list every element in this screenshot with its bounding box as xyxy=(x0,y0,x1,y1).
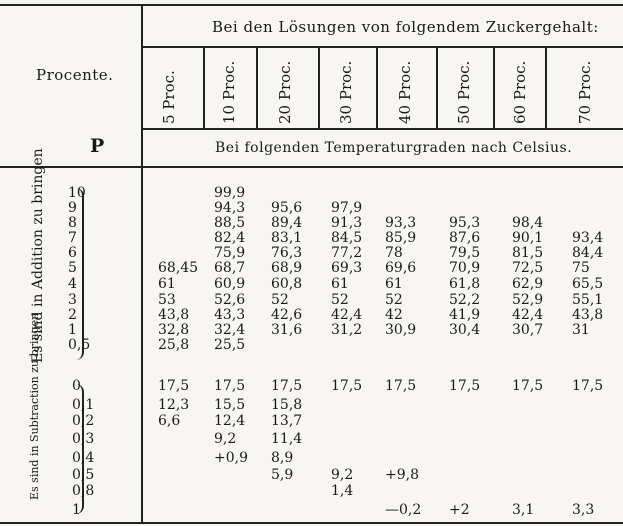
table-cell: 17,5 xyxy=(572,378,604,394)
table-cell: 61 xyxy=(158,276,176,292)
temperature-caption: Bei folgenden Temperaturgraden nach Celsius. xyxy=(215,140,573,156)
table-cell: +9,8 xyxy=(385,467,419,483)
procent-value: 5 xyxy=(68,260,77,276)
table-cell: 52 xyxy=(385,292,403,308)
table-cell: 62,9 xyxy=(512,276,544,292)
sugar-content-caption: Bei den Lösungen von folgendem Zuckergehalt: xyxy=(212,18,599,36)
table-cell: 9,2 xyxy=(331,467,354,483)
label-divider xyxy=(141,4,143,524)
table-cell: 68,9 xyxy=(271,260,303,276)
table-cell: 60,9 xyxy=(214,276,246,292)
procent-value: 0,5 xyxy=(72,467,95,483)
procent-value: 0,3 xyxy=(72,431,95,447)
table-cell: 88,5 xyxy=(214,215,246,231)
table-cell: 30,7 xyxy=(512,322,544,338)
table-bottom-rule xyxy=(0,522,623,524)
table-cell: 12,3 xyxy=(158,397,190,413)
header-bottom-rule xyxy=(0,166,623,168)
table-cell: 8,9 xyxy=(271,450,294,466)
table-cell: 85,9 xyxy=(385,230,417,246)
table-cell: 43,8 xyxy=(572,307,604,323)
table-cell: 6,6 xyxy=(158,413,181,429)
table-cell: 61 xyxy=(385,276,403,292)
col-divider xyxy=(318,46,320,128)
procent-value: 3 xyxy=(68,292,77,308)
col-divider xyxy=(203,46,205,128)
table-cell: 75 xyxy=(572,260,590,276)
procent-value: 10 xyxy=(68,185,86,201)
table-cell: 98,4 xyxy=(512,215,544,231)
table-cell: 79,5 xyxy=(449,245,481,261)
procent-value: 0 xyxy=(72,378,81,394)
table-cell: 78 xyxy=(385,245,403,261)
procent-value: 1 xyxy=(68,322,77,338)
table-cell: 82,4 xyxy=(214,230,246,246)
procent-value: 7 xyxy=(68,230,77,246)
table-cell: 43,8 xyxy=(158,307,190,323)
table-cell: 61,8 xyxy=(449,276,481,292)
col-divider xyxy=(436,46,438,128)
procent-value: 6 xyxy=(68,245,77,261)
col-head-40: 40 Proc. xyxy=(396,60,414,124)
table-cell: 95,3 xyxy=(449,215,481,231)
table-cell: 69,3 xyxy=(331,260,363,276)
table-cell: 15,5 xyxy=(214,397,246,413)
table-cell: 77,2 xyxy=(331,245,363,261)
table-cell: 76,3 xyxy=(271,245,303,261)
table-cell: 17,5 xyxy=(331,378,363,394)
table-cell: +0,9 xyxy=(214,450,248,466)
table-cell: 52,6 xyxy=(214,292,246,308)
table-cell: 89,4 xyxy=(271,215,303,231)
table-cell: 75,9 xyxy=(214,245,246,261)
table-cell: 9,2 xyxy=(214,431,237,447)
table-cell: 3,1 xyxy=(512,502,535,518)
procent-value: 0,2 xyxy=(72,413,95,429)
col-head-60: 60 Proc. xyxy=(511,60,529,124)
table-cell: 90,1 xyxy=(512,230,544,246)
subtraction-label: Es sind in Subtraction zu bringen xyxy=(28,312,41,500)
table-cell: 5,9 xyxy=(271,467,294,483)
procent-value: 0,4 xyxy=(72,450,95,466)
procent-value: 4 xyxy=(68,276,77,292)
table-cell: 12,4 xyxy=(214,413,246,429)
table-cell: 42,4 xyxy=(331,307,363,323)
table-cell: 83,1 xyxy=(271,230,303,246)
col-head-30: 30 Proc. xyxy=(337,60,355,124)
table-cell: 41,9 xyxy=(449,307,481,323)
table-cell: 65,5 xyxy=(572,276,604,292)
table-cell: 84,4 xyxy=(572,245,604,261)
table-cell: 17,5 xyxy=(512,378,544,394)
table-cell: 72,5 xyxy=(512,260,544,276)
table-cell: 1,4 xyxy=(331,483,354,499)
col-head-10: 10 Proc. xyxy=(220,60,238,124)
col-divider xyxy=(545,46,547,128)
table-cell: 32,4 xyxy=(214,322,246,338)
table-cell: 42,4 xyxy=(512,307,544,323)
table-cell: 30,4 xyxy=(449,322,481,338)
table-cell: 87,6 xyxy=(449,230,481,246)
col-head-50: 50 Proc. xyxy=(455,60,473,124)
procent-value: 8 xyxy=(68,215,77,231)
table-cell: 68,7 xyxy=(214,260,246,276)
table-cell: 52 xyxy=(331,292,349,308)
table-cell: 53 xyxy=(158,292,176,308)
col-head-70: 70 Proc. xyxy=(576,60,594,124)
table-cell: 43,3 xyxy=(214,307,246,323)
table-cell: 52,9 xyxy=(512,292,544,308)
table-cell: 11,4 xyxy=(271,431,303,447)
table-cell: 25,8 xyxy=(158,337,190,353)
table-cell: 25,5 xyxy=(214,337,246,353)
col-head-5: 5 Proc. xyxy=(160,70,178,124)
table-cell: 97,9 xyxy=(331,200,363,216)
table-cell: 13,7 xyxy=(271,413,303,429)
table-cell: 69,6 xyxy=(385,260,417,276)
table-cell: 70,9 xyxy=(449,260,481,276)
table-cell: 17,5 xyxy=(158,378,190,394)
table-cell: 17,5 xyxy=(385,378,417,394)
table-cell: 31,2 xyxy=(331,322,363,338)
table-cell: 95,6 xyxy=(271,200,303,216)
table-cell: 17,5 xyxy=(271,378,303,394)
table-cell: 94,3 xyxy=(214,200,246,216)
procent-value: 0,1 xyxy=(72,397,95,413)
table-cell: 17,5 xyxy=(214,378,246,394)
table-cell: 3,3 xyxy=(572,502,595,518)
table-cell: 31,6 xyxy=(271,322,303,338)
table-cell: 52 xyxy=(271,292,289,308)
procent-value: 9 xyxy=(68,200,77,216)
addition-label: Es sind in Addition zu bringen xyxy=(30,148,46,363)
table-cell: 68,45 xyxy=(158,260,199,276)
table-cell: 42,6 xyxy=(271,307,303,323)
procent-value: 1 xyxy=(72,502,81,518)
procent-value: 2 xyxy=(68,307,77,323)
table-top-rule xyxy=(0,4,623,6)
caption-rule xyxy=(143,46,623,48)
procente-label: Procente. xyxy=(36,66,114,84)
col-head-20: 20 Proc. xyxy=(276,60,294,124)
procent-value: 0,8 xyxy=(72,483,95,499)
table-cell: 30,9 xyxy=(385,322,417,338)
table-cell: 60,8 xyxy=(271,276,303,292)
table-cell: 15,8 xyxy=(271,397,303,413)
table-cell: 52,2 xyxy=(449,292,481,308)
table-cell: 55,1 xyxy=(572,292,604,308)
table-cell: 93,4 xyxy=(572,230,604,246)
table-cell: 42 xyxy=(385,307,403,323)
col-divider xyxy=(256,46,258,128)
table-cell: 93,3 xyxy=(385,215,417,231)
table-cell: +2 xyxy=(449,502,470,518)
table-cell: 31 xyxy=(572,322,590,338)
col-divider xyxy=(376,46,378,128)
p-label: P xyxy=(90,135,105,157)
columns-rule xyxy=(143,128,623,130)
table-cell: 91,3 xyxy=(331,215,363,231)
table-cell: 61 xyxy=(331,276,349,292)
procent-value: 0,5 xyxy=(68,337,91,353)
col-divider xyxy=(493,46,495,128)
table-cell: 17,5 xyxy=(449,378,481,394)
table-cell: 32,8 xyxy=(158,322,190,338)
table-cell: —0,2 xyxy=(385,502,422,518)
table-cell: 84,5 xyxy=(331,230,363,246)
table-cell: 99,9 xyxy=(214,185,246,201)
table-cell: 81,5 xyxy=(512,245,544,261)
